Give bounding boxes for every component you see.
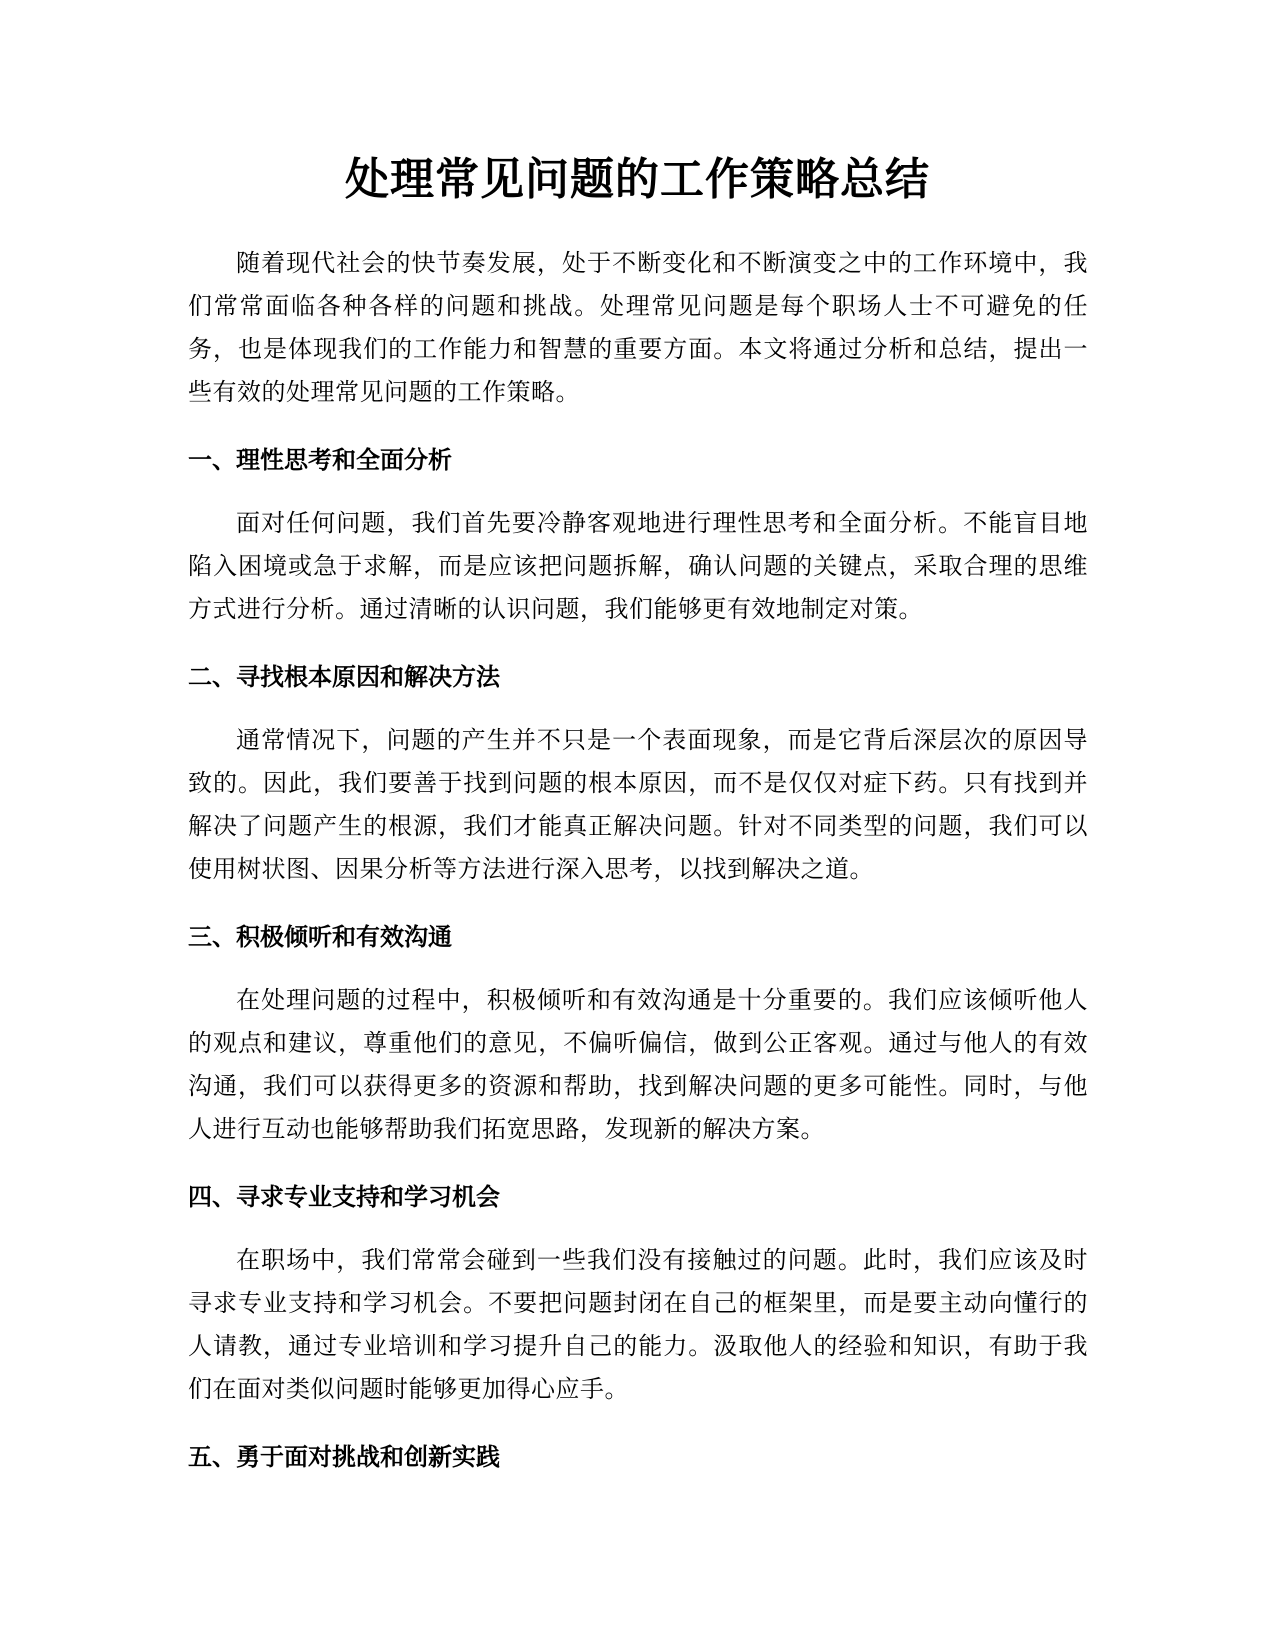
section-1-heading: 一、理性思考和全面分析 xyxy=(188,446,452,474)
section-2-body: 通常情况下，问题的产生并不只是一个表面现象，而是它背后深层次的原因导致的。因此，我们要善于找到问题的根本原因，而不是仅仅对症下药。只有找到并解决了问题产生的根源，我们才能真正解决问题。针对不同类型的问题，我们可以使用树状图、因果分析等方法进行深入思考，以找到解决之道。 xyxy=(188,726,1088,883)
section-4-body: 在职场中，我们常常会碰到一些我们没有接触过的问题。此时，我们应该及时寻求专业支持和学习机会。不要把问题封闭在自己的框架里，而是要主动向懂行的人请教，通过专业培训和学习提升自己的能力。汲取他人的经验和知识，有助于我们在面对类似问题时能够更加得心应手。 xyxy=(188,1246,1088,1403)
section-3-body: 在处理问题的过程中，积极倾听和有效沟通是十分重要的。我们应该倾听他人的观点和建议，尊重他们的意见，不偏听偏信，做到公正客观。通过与他人的有效沟通，我们可以获得更多的资源和帮助，找到解决问题的更多可能性。同时，与他人进行互动也能够帮助我们拓宽思路，发现新的解决方案。 xyxy=(188,986,1088,1143)
section-1-body: 面对任何问题，我们首先要冷静客观地进行理性思考和全面分析。不能盲目地陷入困境或急于求解，而是应该把问题拆解，确认问题的关键点，采取合理的思维方式进行分析。通过清晰的认识问题，我们能够更有效地制定对策。 xyxy=(188,509,1088,623)
document-body xyxy=(188,242,1088,1499)
section-4-heading: 四、寻求专业支持和学习机会 xyxy=(188,1183,500,1211)
section-2-heading: 二、寻找根本原因和解决方法 xyxy=(188,663,500,691)
section-5-heading: 五、勇于面对挑战和创新实践 xyxy=(188,1443,500,1471)
section-3-heading: 三、积极倾听和有效沟通 xyxy=(188,923,452,951)
intro-paragraph: 随着现代社会的快节奏发展，处于不断变化和不断演变之中的工作环境中，我们常常面临各种各样的问题和挑战。处理常见问题是每个职场人士不可避免的任务，也是体现我们的工作能力和智慧的重要方面。本文将通过分析和总结，提出一些有效的处理常见问题的工作策略。 xyxy=(188,249,1088,406)
document-title: 处理常见问题的工作策略总结 xyxy=(345,154,930,205)
